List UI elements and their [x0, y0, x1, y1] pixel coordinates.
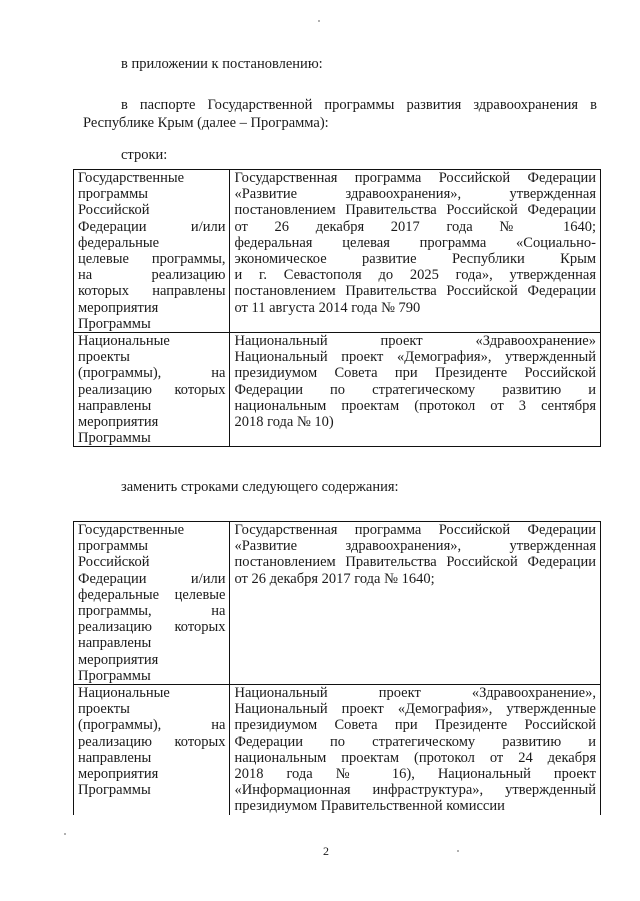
cell-text-line: проекты [78, 349, 130, 366]
label-cell [74, 522, 230, 685]
cell-text-line: федеральная целевая программа «Социально- [234, 234, 596, 251]
value-cell [230, 170, 601, 333]
intro-line-rows: строки: [121, 147, 168, 163]
value-cell [230, 522, 601, 685]
intro-line-annex: в приложении к постановлению: [121, 56, 323, 72]
cell-text-line: федеральные [78, 234, 160, 251]
replace-heading: заменить строками следующего содержания: [121, 479, 399, 495]
new-rows-table [73, 521, 601, 815]
cell-text-line: президиумом Правительственной комиссии [234, 798, 505, 815]
scan-speck [318, 20, 320, 22]
cell-text-line: Государственные [78, 170, 185, 186]
cell-text-line: проекты [78, 701, 130, 718]
page-number: 2 [323, 844, 329, 858]
cell-text-line: Национальный проект «Демография», утвержденные [234, 701, 596, 718]
cell-text-line: мероприятия [78, 299, 159, 316]
new-row [74, 522, 601, 685]
cell-text-line: Государственные [78, 522, 185, 538]
cell-text-line: постановлением Правительства Российской Федерации [234, 202, 596, 219]
cell-text-line: мероприятия [78, 766, 159, 783]
new-row [74, 685, 601, 815]
cell-text-line: Государственная программа Российской Федерации [234, 522, 596, 538]
cell-text-line: национальным проектам (протокол от 24 декабря [234, 749, 596, 766]
label-cell [74, 170, 230, 333]
cell-text-line: Программы [78, 430, 151, 447]
old-rows-table [73, 169, 601, 447]
cell-text-line: направлены [78, 397, 152, 414]
cell-text-line: президиумом Совета при Президенте Российской [234, 717, 596, 734]
cell-text-line: Российской [78, 554, 150, 571]
cell-text-line: «Развитие здравоохранения», утвержденная [234, 186, 596, 203]
cell-text-line: 2018 года № 16), Национальный проект [234, 766, 596, 783]
cell-text-line: Федерации по стратегическому развитию и [234, 733, 596, 750]
cell-text-line: Федерации по стратегическому развитию и [234, 381, 596, 398]
cell-text-line: Национальный проект «Демография», утвержденный [234, 349, 596, 366]
cell-text-line: Программы [78, 782, 151, 799]
cell-text-line: постановлением Правительства Российской Федерации [234, 283, 596, 300]
scan-speck [64, 833, 66, 835]
old-row [74, 333, 601, 447]
cell-text-line: реализацию которых [78, 733, 226, 750]
cell-text-line: Программы [78, 315, 151, 332]
cell-text-line: Программы [78, 667, 151, 684]
scan-speck [457, 850, 459, 852]
value-cell [230, 333, 601, 447]
cell-text-line: и г. Севастополя до 2025 года», утвержденная [234, 267, 596, 284]
cell-text-line: федеральные целевые [78, 586, 226, 603]
cell-text-line: (программы), на [78, 717, 226, 734]
cell-text-line: «Развитие здравоохранения», утвержденная [234, 538, 596, 555]
cell-text-line: Государственная программа Российской Федерации [234, 170, 596, 186]
cell-text-line: постановлением Правительства Российской Федерации [234, 554, 596, 571]
cell-text-line: реализацию которых [78, 619, 226, 636]
cell-text-line: Российской [78, 202, 150, 219]
cell-text-line: на реализацию [78, 267, 226, 284]
cell-text-line: Федерации и/или [78, 218, 226, 235]
label-cell [74, 685, 230, 815]
cell-text-line: которых направлены [78, 283, 226, 300]
old-row [74, 170, 601, 333]
cell-text-line: программы [78, 538, 148, 555]
cell-text-line: Федерации и/или [78, 570, 226, 587]
value-cell [230, 685, 601, 815]
label-cell [74, 333, 230, 447]
cell-text-line: направлены [78, 749, 152, 766]
intro-line-passport: в паспорте Государственной программы развития здравоохранения в Республике Крым (далее – Программа): [83, 97, 597, 131]
cell-text-line: Национальные [78, 333, 170, 350]
cell-text-line: от 26 декабря 2017 года № 1640; [234, 570, 435, 587]
cell-text-line: национальным проектам (протокол от 3 сентября [234, 397, 596, 414]
cell-text-line: реализацию которых [78, 381, 226, 398]
cell-text-line: программы [78, 186, 148, 203]
cell-text-line: Национальные [78, 685, 170, 702]
cell-text-line: мероприятия [78, 414, 159, 431]
cell-text-line: Национальный проект «Здравоохранение» [234, 333, 596, 350]
cell-text-line: президиумом Совета при Президенте Российской [234, 365, 596, 382]
cell-text-line: от 11 августа 2014 года № 790 [234, 299, 421, 316]
cell-text-line: Национальный проект «Здравоохранение», [234, 685, 596, 702]
cell-text-line: от 26 декабря 2017 года № 1640; [234, 218, 596, 235]
cell-text-line: программы, на [78, 603, 226, 620]
cell-text-line: целевые программы, [78, 251, 226, 268]
cell-text-line: экономическое развитие Республики Крым [234, 251, 596, 268]
cell-text-line: направлены [78, 635, 152, 652]
cell-text-line: мероприятия [78, 651, 159, 668]
cell-text-line: (программы), на [78, 365, 226, 382]
cell-text-line: 2018 года № 10) [234, 414, 334, 431]
cell-text-line: «Информационная инфраструктура», утвержденный [234, 782, 596, 799]
